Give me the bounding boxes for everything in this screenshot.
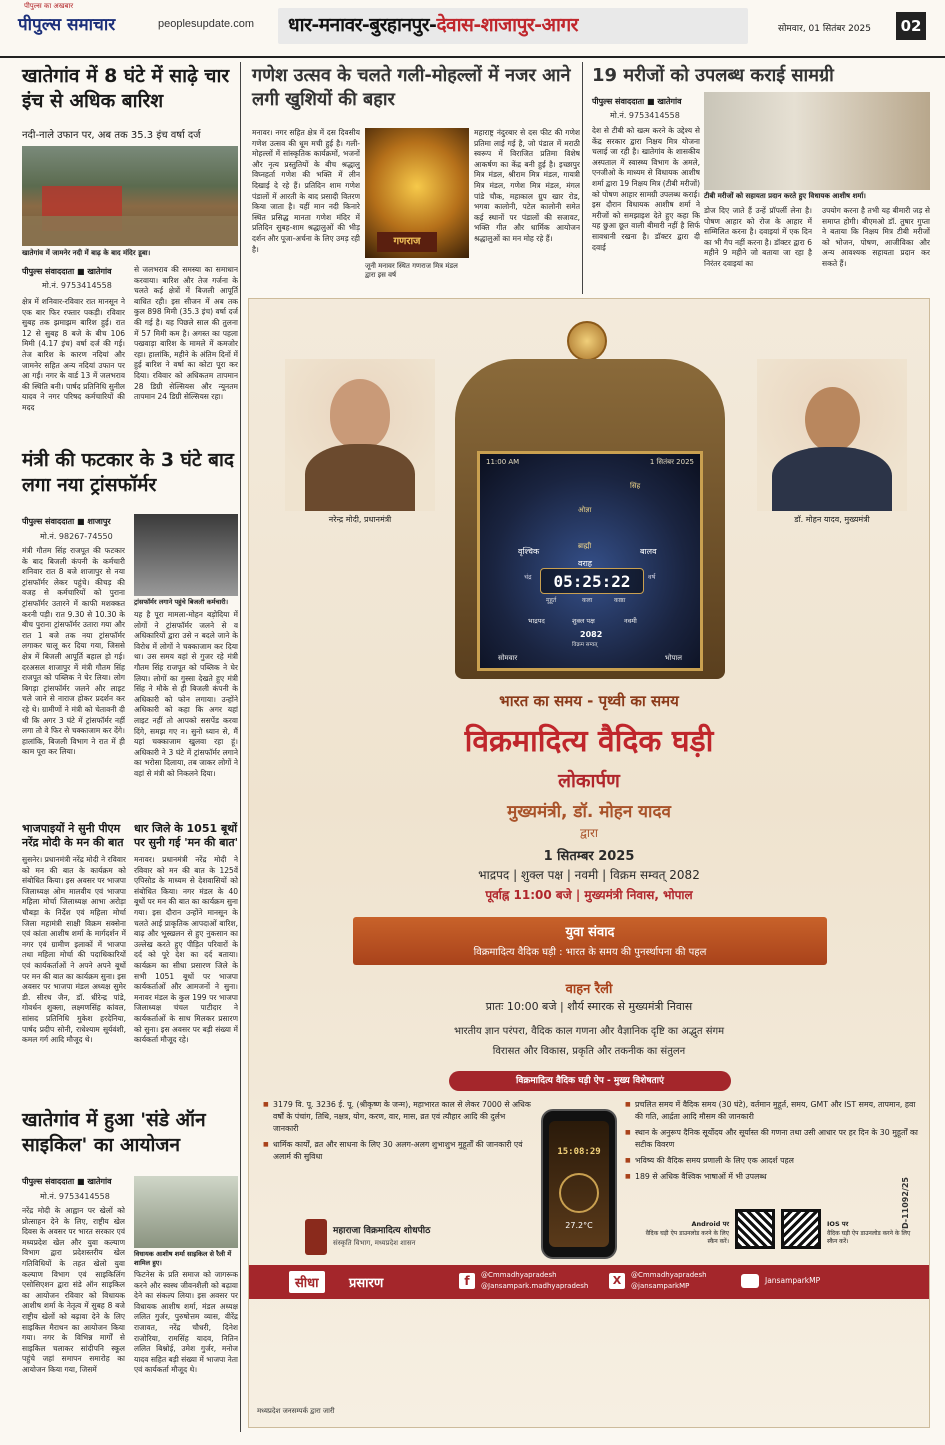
headline-tb-patients: 19 मरीजों को उपलब्ध कराई सामग्री (592, 65, 834, 86)
pm-caption: नरेन्द्र मोदी, प्रधानमंत्री (328, 515, 392, 524)
event-tithi: भाद्रपद | शुक्ल पक्ष | नवमी | विक्रम सम्वत् 2082 (478, 868, 700, 882)
reporter-mobile: मो.नं. 9753414558 (610, 111, 680, 120)
article-body: फिटनेस के प्रति समाज को जागरूक करने और स्वस्थ जीवनशैली को बढ़ावा देने का संकल्प लिया। इस अवसर पर विधायक आशीष शर्मा, मंडल अध्यक्ष ललित गुर्जर, पुरुषोत्तम व्यास, वीरेंद्र राजावत, नरेंद्र चौधरी, दिनेश राजोरिया, रामसिंह यादव, नितिन ललित बिश्नोई, उमेश गुर्जर, मनोज यादव सहित बड़ी संख्या में भाजपा नेता एवं कार्यकर्ता मौजूद थे। (134, 1270, 238, 1375)
qr-ios[interactable] (781, 1209, 821, 1249)
phone-mockup (541, 1109, 617, 1259)
article-body: यह है पूरा मामला-मोहन बड़ोदिया में लोगों ने ट्रांसफॉर्मर जलने से व अधिकारियों द्वारा उसे न बदले जाने के विरोध में लोगों ने चक्काजाम कर दिया था। उस समय वहां से गुजर रहे मंत्री गौतम सिंह राजपूत को पब्लिक ने घेर लिया। लोगों का गुस्सा देखते हुए मंत्री सिंह ने मौके से ही बिजली कंपनी के अधिकारी को फोन लगाया। उन्होंने अधिकारी को कहा कि अगर यहां लाइट नहीं तो आपको ससपेंड करवा दिंगे, समझ गए न। सुनो ध्यान से, मैं यहां चक्काजाम खुलवा रहा हूं। अधिकारी ने 3 घंटे में ट्रांसफॉर्मर लगाने का भरोसा दिलाया, तब जाकर लोगों ने वहां से मंत्री को निकलने दिया। (134, 610, 238, 778)
tb-aid-photo (704, 92, 930, 190)
features-right (625, 1099, 921, 1187)
feature-item: ■ प्रचलित समय में वैदिक समय (30 घंटे), वर्तमान मुहूर्त, समय, GMT और IST समय, तापमान, हवा की गति, आर्द्रता आदि मौसम की जानकारी (625, 1099, 921, 1123)
qr-android[interactable] (735, 1209, 775, 1249)
tag-line-2: विरासत और विकास, प्रकृति और तकनीक का संतुलन (492, 1046, 686, 1057)
reporter-mobile: मो.नं. 9753414558 (40, 1192, 110, 1201)
headline-mann-ki-baat: भाजपाइयों ने सुनी पीएम नरेंद्र मोदी के मन की बात (22, 822, 124, 849)
clock-readout: 05:25:22 (540, 568, 644, 594)
inaugurated-by: मुख्यमंत्री, डॉ. मोहन यादव (507, 802, 671, 822)
byline: पीपुल्स संवाददाता ■ खातेगांव (22, 1177, 112, 1186)
dwara: द्वारा (579, 826, 599, 840)
rally-detail: प्रातः 10:00 बजे | शौर्य स्मारक से मुख्यमंत्री निवास (485, 1000, 693, 1013)
flood-caption: खातेगांव में जामनेर नदी में बाढ़ के बाद मंदिर डूबा। (22, 249, 151, 257)
feature-item: ■ स्थान के अनुरूप दैनिक सूर्योदय और सूर्यास्त की गणना तथा उसी आधार पर हर दिन के 30 मुहूर्तों का सटीक विवरण (625, 1127, 921, 1151)
headline-dhar-booths: धार जिले के 1051 बूथों पर सुनी गई 'मन की बात' (134, 822, 238, 849)
reporter-mobile: मो.नं. 9753414558 (42, 281, 112, 290)
transformer-caption: ट्रांसफॉर्मर लगाने पहुंचे बिजली कर्मचारी। (134, 598, 229, 606)
cm-photo (757, 359, 907, 511)
android-label: Android पर (691, 1220, 729, 1228)
headline-sunday-cycle: खातेगांव में हुआ 'संडे ऑन साइकिल' का आयोजन (22, 1109, 206, 1156)
ad-headline: विक्रमादित्य वैदिक घड़ी (464, 724, 714, 759)
prasaran-label: प्रसारण (349, 1276, 384, 1291)
headline-ganesh: गणेश उत्सव के चलते गली-मोहल्लों में नजर आने लगी खुशियों की बहार (252, 65, 571, 110)
cycle-photo (134, 1176, 238, 1248)
flood-photo (22, 146, 238, 246)
tb-aid-caption: टीबी मरीजों को सहायता प्रदान करते हुए विधायक आशीष शर्मा। (704, 192, 866, 200)
ganesh-caption: जूनी मनावर स्थित गणराज मित्र मंडल द्वारा इस वर्ष (365, 262, 458, 279)
event-time-place: पूर्वाह्न 11:00 बजे | मुख्यमंत्री निवास, भोपाल (485, 888, 693, 902)
feature-item: ■ धार्मिक कार्यों, व्रत और साधना के लिए 30 अलग-अलग शुभाशुभ मुहूर्तों की जानकारी एवं अलार्म की सुविधा (263, 1139, 533, 1163)
reporter-mobile: मो.नं. 98267-74550 (40, 532, 113, 541)
column-divider (582, 62, 583, 294)
byline: पीपुल्स संवाददाता ■ शाजापुर (22, 517, 111, 526)
tagline: भारत का समय - पृथ्वी का समय (499, 692, 679, 710)
youtube-handle[interactable]: JansamparkMP (765, 1276, 821, 1285)
feature-item: ■ 3179 वि. पू. 3236 ई. पू. (श्रीकृष्ण के जन्म), महाभारत काल से लेकर 7000 से अधिक वर्षों के पंचांग, तिथि, नक्षत्र, योग, करण, वार, मास, व्रत एवं त्यौहार आदि की दुर्लभ जानकारी (263, 1099, 533, 1135)
feature-item: ■ भविष्य की वैदिक समय प्रणाली के लिए एक आदर्श पहल (625, 1155, 921, 1167)
article-body: नरेंद्र मोदी के आह्वान पर खेलों को प्रोत्साहन देने के लिए, राष्ट्रीय खेल दिवस के अवसर पर भारत सरकार एवं मध्यप्रदेश खेल और युवा कल्याण विभाग द्वारा प्रदेशस्तरीय खेल गतिविधियों के तहत खेलो युवा कल्याण विभाग एवं साइकिलिंग एसोसिएशन द्वारा संडे ऑन साइकिल का आयोजन रविवार को विधायक आशीष शर्मा के नेतृत्व में सुबह 8 बजे राष्ट्रीय खेलों को बढ़ावा देने के लिए साइकिल मैराथन का आयोजन किया गया। नगर के विभिन्न मार्गों से साइकिल चलाकर सांदीपनि स्कूल पहुंचे जहां समापन समारोह का आयोजन किया गया, जिसमें (22, 1206, 125, 1374)
pm-photo (285, 359, 435, 511)
article-body: डोज दिए जाते हैं उन्हें प्रॉपर्ली लेना है। पोषण आहार को रोज के आहार में सम्मिलित करना है। दवाइयां में एक दिन का भी गैप नहीं करना है। डॉक्टर द्वारा 6 महीने 9 महीने जो बताया जा रहा है निरंतर दवाइयां का (704, 206, 812, 268)
facebook-icon[interactable]: f (459, 1273, 475, 1289)
issue-date: सोमवार, 01 सितंबर 2025 (778, 24, 871, 34)
x-handle[interactable]: @Cmmadhyapradesh (631, 1271, 707, 1279)
page-header (0, 0, 945, 58)
phone-time: 15:08:29 (557, 1147, 601, 1157)
website-url[interactable]: peoplesupdate.com (158, 18, 255, 30)
yuva-samvad-banner: युवा संवाद विक्रमादित्य वैदिक घड़ी : भारत के समय की पुनर्स्थापना की पहल (353, 917, 827, 965)
shodhpeeth-sub: संस्कृति विभाग, मध्यप्रदेश शासन (333, 1239, 416, 1247)
ios-label: IOS पर (827, 1220, 849, 1228)
sidha-label: सीधा (289, 1271, 325, 1293)
event-date: 1 सितम्बर 2025 (543, 849, 635, 864)
emblem-icon (567, 321, 607, 361)
clock-face: 11:00 AM 1 सितंबर 2025 सिंह ओज्ञा ब्राह्मी वृश्चिक बालव वराह चंद्र 05:25:22 वर्ष मुहूर्त कला काष्ठा भाद्रपद शुक्ल पक्ष नवमी 2082 विक्रम सम्वत् सोमवार भोपाल (477, 451, 703, 671)
ad-code: D-11092/25 (901, 1177, 910, 1229)
features-left (263, 1099, 533, 1167)
article-body: से जलभराव की समस्या का समाधान करवाया। बारिश और तेज गर्जना के चलते कई क्षेत्रों में बिजली आपूर्ति बाधित रही। इस सीजन में अब तक कुल 898 मिमी (35.3 इंच) वर्षा दर्ज की गई है। यह पिछले साल की तुलना में 57 मिमी कम है। अगस्त का पहला पखवाड़ा बारिश के मामले में कमजोर रहा। हालांकि, महीने के अंतिम दिनों में हुई बारिश ने वर्षा का कोटा पूरा कर दिया। रविवार को अधिकतम तापमान 28 डिग्री सेल्सियस और न्यूनतम तापमान 24 डिग्री सेल्सियस रहा। (134, 265, 238, 402)
ad-footer: मध्यप्रदेश जनसम्पर्क द्वारा जारी (257, 1407, 335, 1415)
masthead-logo[interactable]: पीपुल्स का अखबार पीपुल्स समाचार (18, 2, 116, 35)
x-handle-2[interactable]: @jansamparkMP (631, 1282, 690, 1290)
page-number: 02 (896, 12, 926, 40)
feature-item: ■ 189 से अधिक वैश्विक भाषाओं में भी उपलब्ध (625, 1171, 921, 1183)
article-body: मनावर। प्रधानमंत्री नरेंद्र मोदी ने रविवार को मन की बात के 125वें एपिसोड के माध्यम से देशवासियों को संबोधित किया। नगर मंडल के 40 बूथों पर मन की बात का कार्यक्रम सुना गया। इस दौरान उन्होंने मानसून के चलते आई प्राकृतिक आपदाओं बारिश, बाढ़ और भूस्खलन से हुए नुकसान का उल्लेख करते हुए पीड़ित परिवारों के दर्द को पूरे देश का दर्द बताया। कार्यक्रम का सीधा प्रसारण जिले के सभी 1051 बूथों पर भाजपा कार्यकर्ताओं और आमजनों ने सुना। मनावर मंडल के कुल 199 पर भाजपा जिलाध्यक्ष चंचल पाटीदार ने कार्यकर्ताओं के साथ मिलकर प्रसारण को सुना। इस अवसर पर बड़ी संख्या में कार्यकर्ता मौजूद रहे। (134, 855, 238, 1045)
article-body: क्षेत्र में शनिवार-रविवार रात मानसून ने एक बार फिर रफ्तार पकड़ी। रविवार सुबह तक झमाझम बारिश हुई। रात 12 से सुबह 8 बजे के बीच 106 मिमी (4.17 इंच) वर्षा दर्ज की गई। तेज बारिश के कारण नदियां और जामनेर सहित अन्य नदियां उफान पर आ गईं। नगर के वार्ड 13 में जलभराव की स्थिति बनी। पार्षद प्रतिनिधि सुनील यादव ने नगर परिषद कर्मचारियों की मदद (22, 297, 125, 412)
article-body: सुसनेर। प्रधानमंत्री नरेंद्र मोदी ने रविवार को मन की बात के कार्यक्रम को संबोधित किया। इस अवसर पर भाजपा जिलाध्यक्ष ओम मालवीय एवं भाजपा महिला मोर्चा जिलाध्यक्ष आभा अरोड़ा चौबड़ा के निर्देश एवं महिला मोर्चा जिला महामंत्री साक्षी विक्रम सक्सेना एवं कांता आशीष शर्मा के मार्गदर्शन में नगर एवं ग्रामीण इलाकों में भाजपा तथा महिला मोर्चा की पदाधिकारियों एवं कार्यकर्ताओं ने अपने अपने बूथों पर मन की बात का कार्यक्रम सुना। इस अवसर पर भाजपा मंडल अध्यक्ष सुमेर डी. सीरथ जैन, डॉ. धीरेन्द्र पांडे, गोवर्धन शुक्ला, लक्ष्मणसिंह कांवल, सांसद प्रतिनिधि मुकेश हरदेनिया, पार्षद प्रदीप सोनी, राधेश्याम सूर्यवंशी, कमल गर्ग आदि मौजूद थे। (22, 855, 126, 1045)
article-body: देश से टीबी को खत्म करने के उद्देश्य से केंद्र सरकार द्वारा निक्षय मित्र योजना चलाई जा रही है। खातेगांव के शासकीय अस्पताल में स्वास्थ्य विभाग के अमले, एनजीओ के माध्यम से विधायक आशीष शर्मा द्वारा 19 निक्षय मित्र (टीबी मरीजों) को पोषण आहार सामग्री उपलब्ध कराई। इस दौरान विधायक आशीष शर्मा ने मरीजों को समझाइश देते हुए कहा कि यह छुआ छूत वाली बीमारी नहीं है सिर्फ सावधानी रखना है। डॉक्टर द्वारा दी दवाई (592, 126, 700, 252)
article-body: उपयोग करना है तभी यह बीमारी जड़ से समाप्त होगी। बीएमओ डॉ. तुषार गुप्ता ने बताया कि निक्षय मित्र टीबी मरीजों को भोजन, पोषण, आजीविका और अन्य आवश्यक सहायता प्रदान कर सकते हैं। (822, 206, 930, 268)
features-title: विक्रमादित्य वैदिक घड़ी ऐप - मुख्य विशेषताएं (449, 1071, 731, 1091)
cycle-caption: विधायक आशीष शर्मा साइकिल से रैली में शामिल हुए। (134, 1250, 232, 1267)
phone-temp: 27.2°C (565, 1221, 593, 1230)
rally-title: वाहन रैली (565, 982, 613, 997)
lokarpan: लोकार्पण (558, 770, 620, 792)
facebook-handle[interactable]: @Cmmadhyapradesh (481, 1271, 557, 1279)
subhead-rain: नदी-नाले उफान पर, अब तक 35.3 इंच वर्षा दर्ज (22, 130, 201, 141)
headline-rain: खातेगांव में 8 घंटे में साढ़े चार इंच से अधिक बारिश (22, 65, 230, 112)
vedic-clock-advertisement[interactable] (248, 298, 930, 1428)
headline-transformer: मंत्री की फटकार के 3 घंटे बाद लगा नया ट्रांसफॉर्मर (22, 449, 234, 496)
shodhpeeth-logo (305, 1219, 327, 1255)
ganraj-sign: गणराज (377, 232, 437, 252)
youtube-icon[interactable] (741, 1274, 759, 1288)
ganesh-photo (365, 128, 469, 258)
article-body: मनावर। नगर सहित क्षेत्र में दस दिवसीय गणेश उत्सव की धूम मची हुई है। गली-मोहल्लों में सांस्कृतिक कार्यक्रमों, भजनों और नृत्य प्रस्तुतियों के बीच श्रद्धालु विघ्नहर्ता गणेश की भक्ति में लीन दिखाई दे रहे हैं। प्रतिदिन शाम गणेश पंडालों में आरती के बाद प्रसादी वितरण किया जाता है। यहीं मान नदी किनारे स्थित प्रसिद्ध मानता गणेश मंदिर में प्रतिदिन सुबह-शाम श्रद्धालुओं की भीड़ दर्शन और पूजा-अर्चना के लिए उमड़ रही है। (252, 128, 360, 254)
article-body: महाराष्ट्र नंदुरबार से दस फीट की गणेश प्रतिमा लाई गई है, जो पंडाल में मराठी स्वरूप में विराजित प्रतिमा विशेष आकर्षण का केंद्र बनी हुई है। इच्छापुर मित्र मंडल, श्रीराम मित्र मंडल, गायत्री मित्र मंडल, गणेश मित्र मंडल, मंगल पांडे चौक, महाकाल ग्रुप खार रोड, भगवा कालोनी, पटेल कालोनी समेत कई स्थानों पर पंडालों की सजावट, भक्ति गीत और धार्मिक आयोजन श्रद्धालुओं का मन मोह रहे हैं। (474, 128, 580, 243)
byline: पीपुल्स संवाददाता ■ खातेगांव (592, 97, 682, 106)
byline: पीपुल्स संवाददाता ■ खातेगांव (22, 267, 112, 276)
article-body: मंत्री गौतम सिंह राजपूत की फटकार के बाद बिजली कंपनी के कर्मचारी शनिवार रात 8 बजे शाजापुर से नया ट्रांसफॉर्मर लेकर पहुंचे। कीचड़ की वजह से कर्मचारियों को पुराना ट्रांसफॉर्मर उतारने में काफी मशक्कत करनी पड़ी। रात 9.30 से 10.30 के बीच पुराना ट्रांसफॉर्मर उतारा गया और रात 1 बजे तक नया ट्रांसफॉर्मर लगाकर चालू कर दिया गया, जिससे क्षेत्र में बिजली आपूर्ति बहाल हो गई। दरअसल शाजापुर में मंत्री गौतम सिंह राजपूत को पब्लिक ने घेर लिया। लोग बिगड़ा ट्रांसफॉर्मर जलने और लाइट चले जाने से नाराज होकर प्रदर्शन कर रहे थे। ग्रामीणों ने मंत्री को चेतावनी दी थी कि अगर 3 घंटे में ट्रांसफॉर्मर नहीं लगा तो वे फिर से चक्काजाम कर देंगे। हालांकि, बिजली विभाग ने रात में ही काम पूरा कर लिया। (22, 546, 125, 757)
edition-title: धार-मनावर-बुरहानपुर-देवास-शाजापुर-आगर (288, 14, 578, 36)
social-bar (249, 1265, 930, 1299)
tag-line-1: भारतीय ज्ञान परंपरा, वैदिक काल गणना और वैज्ञानिक दृष्टि का अद्भुत संगम (453, 1026, 725, 1037)
column-divider (240, 62, 241, 1432)
ios-sub: वैदिक घड़ी ऐप डाउनलोड करने के लिए स्कैन करें। (827, 1230, 911, 1245)
android-sub: वैदिक घड़ी ऐप डाउनलोड करने के लिए स्कैन करें। (645, 1230, 729, 1245)
transformer-photo (134, 514, 238, 596)
x-icon[interactable]: X (609, 1273, 625, 1289)
facebook-handle-2[interactable]: @Jansampark.madhyapradesh (481, 1282, 589, 1290)
shodhpeeth-name: महाराजा विक्रमादित्य शोधपीठ (333, 1226, 431, 1236)
cm-caption: डॉ. मोहन यादव, मुख्यमंत्री (794, 515, 870, 524)
